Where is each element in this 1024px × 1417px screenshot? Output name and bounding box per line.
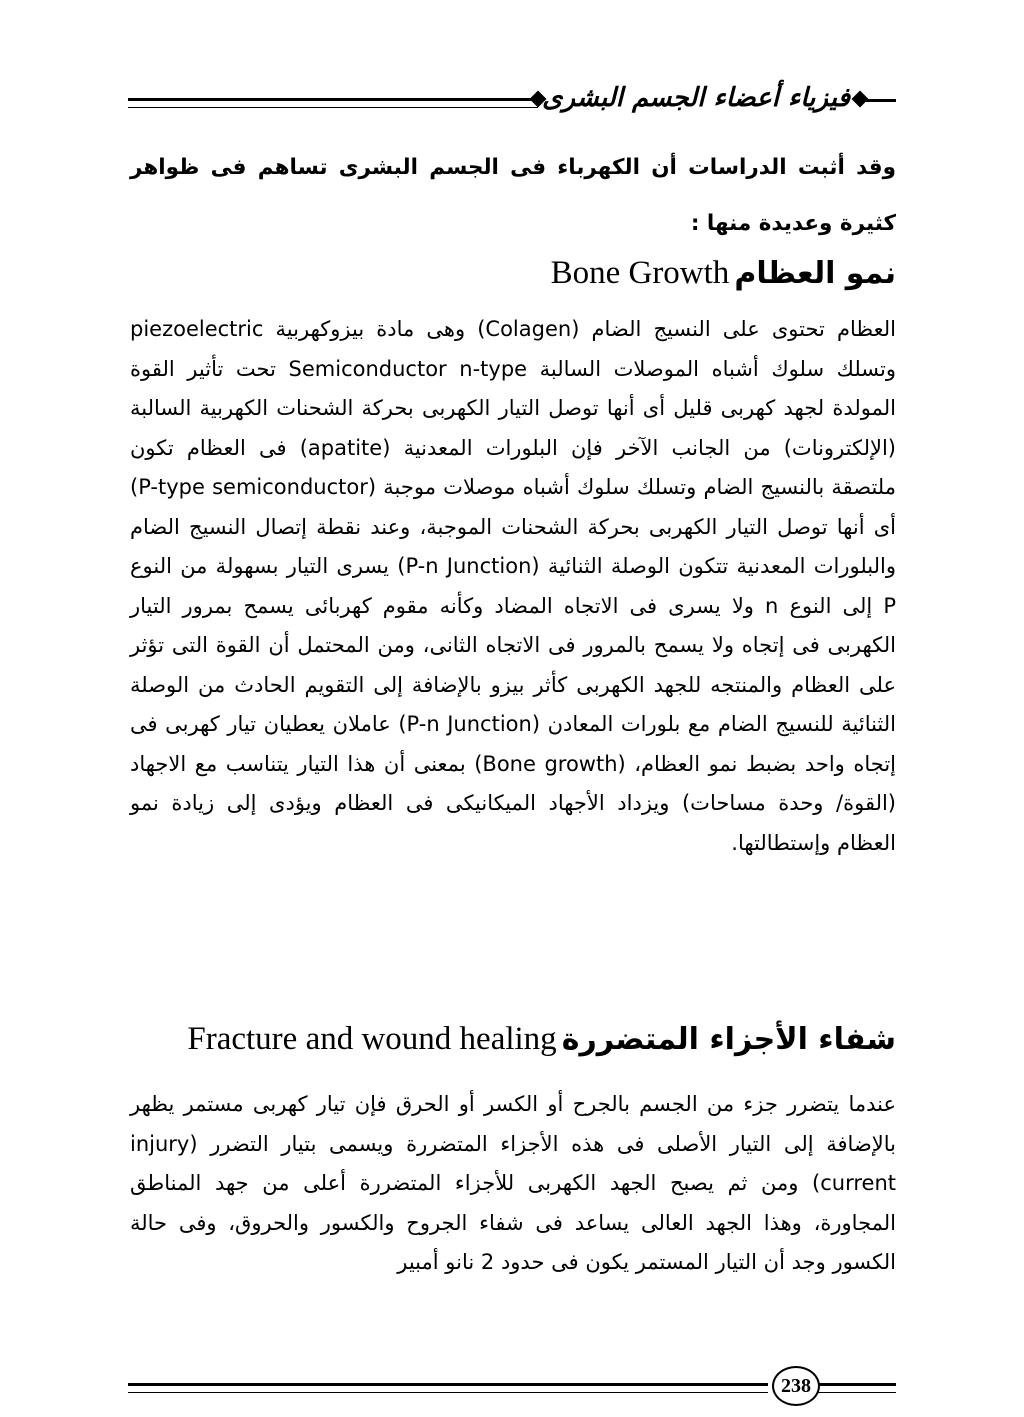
running-header-title: فيزياء أعضاء الجسم البشرى — [542, 83, 850, 113]
intro-paragraph: وقد أثبت الدراسات أن الكهرباء فى الجسم البشرى تساهم فى ظواهر كثيرة وعديدة منها : — [130, 155, 896, 236]
header-rule — [128, 98, 538, 108]
section-heading-bone-growth — [130, 250, 896, 296]
section-heading-arabic: نمو العظام — [734, 256, 896, 291]
header-rule-right — [866, 99, 896, 102]
paragraph-text: العظام تحتوى على النسيج الضام (Colagen) وهى مادة بيزوكهربية piezoelectric وتسلك سلوك أشباه الموصلات السالبة Semiconductor n-type تحت تأثير القوة المولدة لجهد كهربى قليل أى أنها توصل التيار الكهربى بحركة الشحنات الكهربية السالبة (الإلكترونات) من الجانب الآخر فإن البلورات المعدنية (apatite) فى العظام تكون ملتصقة بالنسيج الضام وتسلك سلوك أشباه موصلات موجبة (P-type semiconductor) أى أنها توصل التيار الكهربى بحركة الشحنات الموجبة، وعند نقطة إتصال النسيج الضام والبلورات المعدنية تتكون الوصلة الثنائية (P-n Junction) يسرى التيار بسهولة من النوع P إلى النوع n ولا يسرى فى الاتجاه المضاد وكأنه مقوم كهربائى يسمح بمرور التيار الكهربى فى إتجاه ولا يسمح بالمرور فى الاتجاه الثانى، ومن المحتمل أن القوة التى تؤثر على العظام والمنتجه للجهد الكهربى كأثر بيزو بالإضافة إلى التقويم الحادث من الوصلة الثنائية للنسيج الضام مع بلورات المعادن (P-n Junction) عاملان يعطيان تيار كهربى فى إتجاه واحد بضبط نمو العظام، (Bone growth) بمعنى أن هذا التيار يتناسب مع الاجهاد (القوة/ وحدة مساحات) ويزداد الأجهاد الميكانيكى فى العظام ويؤدى إلى زيادة نمو العظام وإستطالتها. — [130, 317, 897, 855]
section-heading-arabic: شفاء الأجزاء المتضررة — [561, 1022, 896, 1057]
paragraph-text: عندما يتضرر جزء من الجسم بالجرح أو الكسر أو الحرق فإن تيار كهربى مستمر يظهر بالإضافة إلى التيار الأصلى فى هذه الأجزاء المتضررة ويسمى بتيار التضرر (injury current) ومن ثم يصبح الجهد الكهربى للأجزاء المتضررة أعلى من جهد المناطق المجاورة، وهذا الجهد العالى يساعد فى شفاء الجروح والكسور والحروق، وفى حالة الكسور وجد أن التيار المستمر يكون فى حدود 2 نانو أمبير — [130, 1092, 896, 1274]
section-heading-healing — [130, 1016, 896, 1062]
page-number: 238 — [772, 1366, 820, 1406]
section-heading-english: Bone Growth — [550, 255, 730, 291]
footer-rule — [818, 1383, 896, 1393]
section-heading-english: Fracture and wound healing — [187, 1021, 557, 1057]
bone-growth-paragraph — [130, 310, 896, 1000]
running-header — [128, 78, 896, 118]
footer-rule — [128, 1383, 768, 1393]
page-footer — [128, 1370, 896, 1410]
healing-paragraph — [130, 1085, 896, 1305]
